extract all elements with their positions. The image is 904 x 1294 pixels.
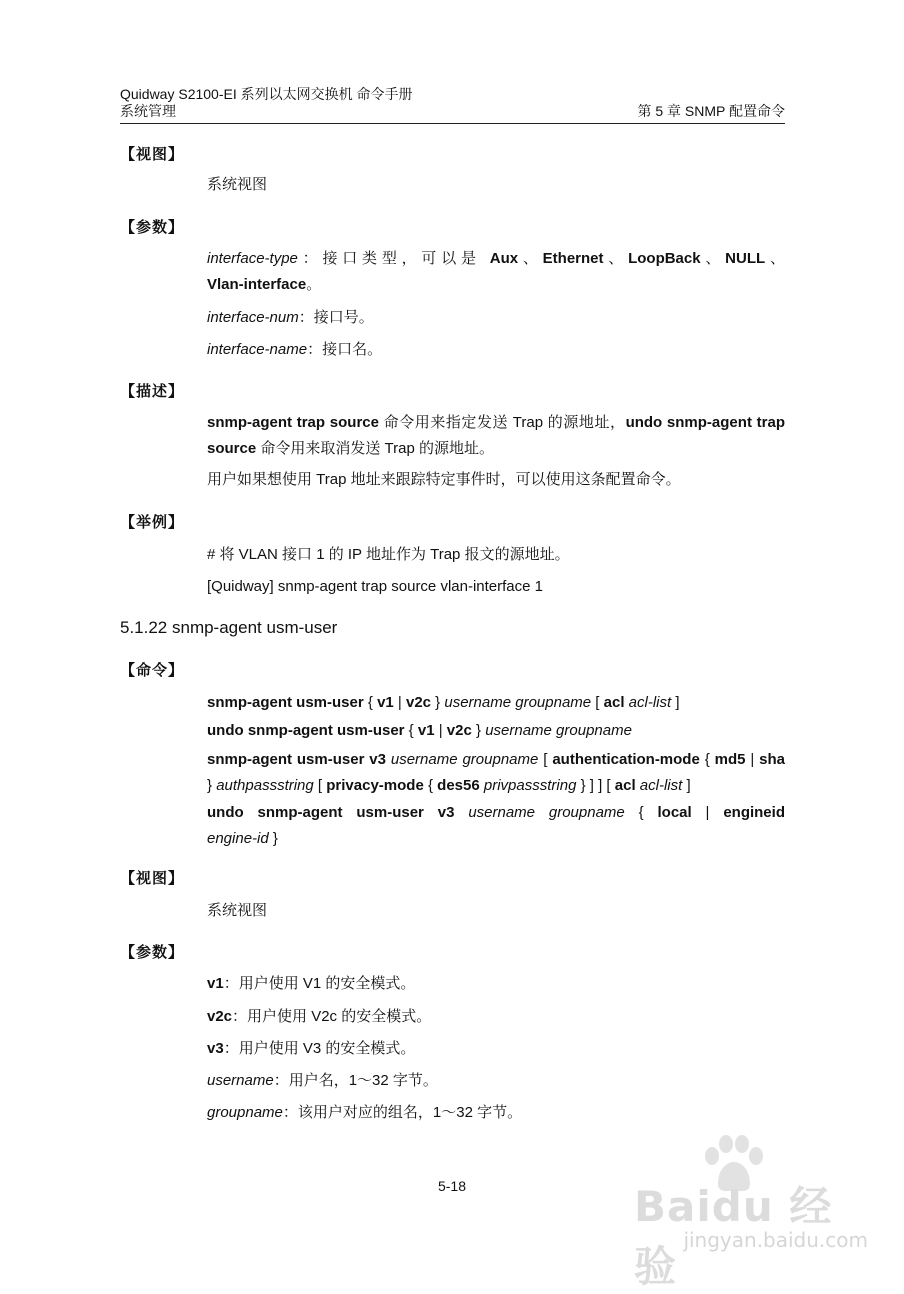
param-username xyxy=(207,1068,785,1094)
section-label-command: 【命令】 xyxy=(120,662,185,679)
command-name: undo snmp-agent usm-user v3 xyxy=(207,804,455,821)
punct: 。 xyxy=(306,276,322,293)
header-row xyxy=(120,103,785,120)
desc-text: 命令用来指定发送 Trap 的源地址， xyxy=(378,414,626,431)
command-line-2: undo snmp-agent usm-user { v1 | v2c } username groupname xyxy=(207,722,632,739)
watermark-main: Baidu 经验 xyxy=(634,1182,833,1291)
command-name: snmp-agent usm-user v3 xyxy=(207,751,386,768)
param-interface-type-cont xyxy=(207,272,785,298)
command-line-4-cont: engine-id } xyxy=(207,830,278,847)
keyword: Vlan-interface xyxy=(207,276,307,293)
command-name: undo snmp-agent usm-user xyxy=(207,722,405,739)
param-name: v2c xyxy=(207,1008,233,1025)
header-section: 系统管理 xyxy=(120,103,176,119)
subsection-heading: 5.1.22 snmp-agent usm-user xyxy=(120,618,338,637)
param-groupname xyxy=(207,1100,785,1126)
header-chapter: 第 5 章 SNMP 配置命令 xyxy=(637,103,785,119)
param-v3 xyxy=(207,1036,785,1062)
param-name: v1 xyxy=(207,975,224,992)
separator: 、 xyxy=(518,250,543,267)
param-desc: ：用户名，1～32 字节。 xyxy=(273,1072,438,1089)
view-text-2: 系统视图 xyxy=(207,902,268,919)
example-command: [Quidway] snmp-agent trap source vlan-interface 1 xyxy=(207,578,543,595)
desc-paragraph xyxy=(207,410,785,462)
keyword: Ethernet xyxy=(542,250,604,267)
watermark-url: jingyan.baidu.com xyxy=(683,1228,868,1252)
section-label-view-2: 【视图】 xyxy=(120,870,185,887)
param-name: username xyxy=(207,1072,274,1089)
command-line-3: snmp-agent usm-user v3 username groupname [ authentication-mode { md5 | sha } authpassstring [ privacy-mode { des56 privpassstring } ] ] [ acl acl-list ] xyxy=(207,751,785,794)
section-label-params: 【参数】 xyxy=(120,219,185,236)
baidu-watermark xyxy=(634,1134,874,1291)
param-v2c xyxy=(207,1004,785,1030)
param-interface-num xyxy=(207,305,785,331)
param-desc: ：用户使用 V1 的安全模式。 xyxy=(223,975,416,992)
section-label-params-2: 【参数】 xyxy=(120,944,185,961)
desc-usage: 用户如果想使用 Trap 地址来跟踪特定事件时，可以使用这条配置命令。 xyxy=(207,471,681,488)
separator: 、 xyxy=(603,250,629,267)
param-name: v3 xyxy=(207,1040,224,1057)
param-interface-name xyxy=(207,337,785,363)
keyword: LoopBack xyxy=(628,250,701,267)
section-label-desc: 【描述】 xyxy=(120,383,185,400)
keyword: NULL xyxy=(725,250,766,267)
param-desc: ：接口名。 xyxy=(307,341,383,358)
param-name: groupname xyxy=(207,1104,283,1121)
param-name: interface-num xyxy=(207,309,299,326)
section-label-view: 【视图】 xyxy=(120,146,185,163)
separator: 、 xyxy=(765,250,785,267)
command-line-4: undo snmp-agent usm-user v3 username groupname { local | engineid xyxy=(207,804,785,821)
param-desc: ：接口号。 xyxy=(298,309,374,326)
separator: 、 xyxy=(700,250,726,267)
param-name: interface-name xyxy=(207,341,308,358)
command-name: snmp-agent trap source xyxy=(207,414,379,431)
param-desc: ：用户使用 V3 的安全模式。 xyxy=(223,1040,416,1057)
param-desc: ：接口类型，可以是 xyxy=(297,250,490,267)
command-name: snmp-agent usm-user xyxy=(207,694,364,711)
desc-text: 命令用来取消发送 Trap 的源地址。 xyxy=(256,440,494,457)
section-label-example: 【举例】 xyxy=(120,514,185,531)
command-name: undo snmp-agent trap source xyxy=(207,414,785,457)
param-v1 xyxy=(207,971,785,997)
param-desc: ：用户使用 V2c 的安全模式。 xyxy=(232,1008,432,1025)
keyword: Aux xyxy=(489,250,519,267)
param-name: interface-type xyxy=(207,250,298,267)
page-number: 5-18 xyxy=(437,1178,467,1194)
header-product: Quidway S2100-EI 系列以太网交换机 命令手册 xyxy=(120,86,413,102)
page-header xyxy=(120,86,785,120)
param-desc: ：该用户对应的组名，1～32 字节。 xyxy=(282,1104,523,1121)
example-comment: # 将 VLAN 接口 1 的 IP 地址作为 Trap 报文的源地址。 xyxy=(207,546,570,563)
command-line-1: snmp-agent usm-user { v1 | v2c } username groupname [ acl acl-list ] xyxy=(207,694,680,711)
view-text: 系统视图 xyxy=(207,176,268,193)
header-divider xyxy=(120,123,785,124)
param-interface-type xyxy=(207,246,785,272)
